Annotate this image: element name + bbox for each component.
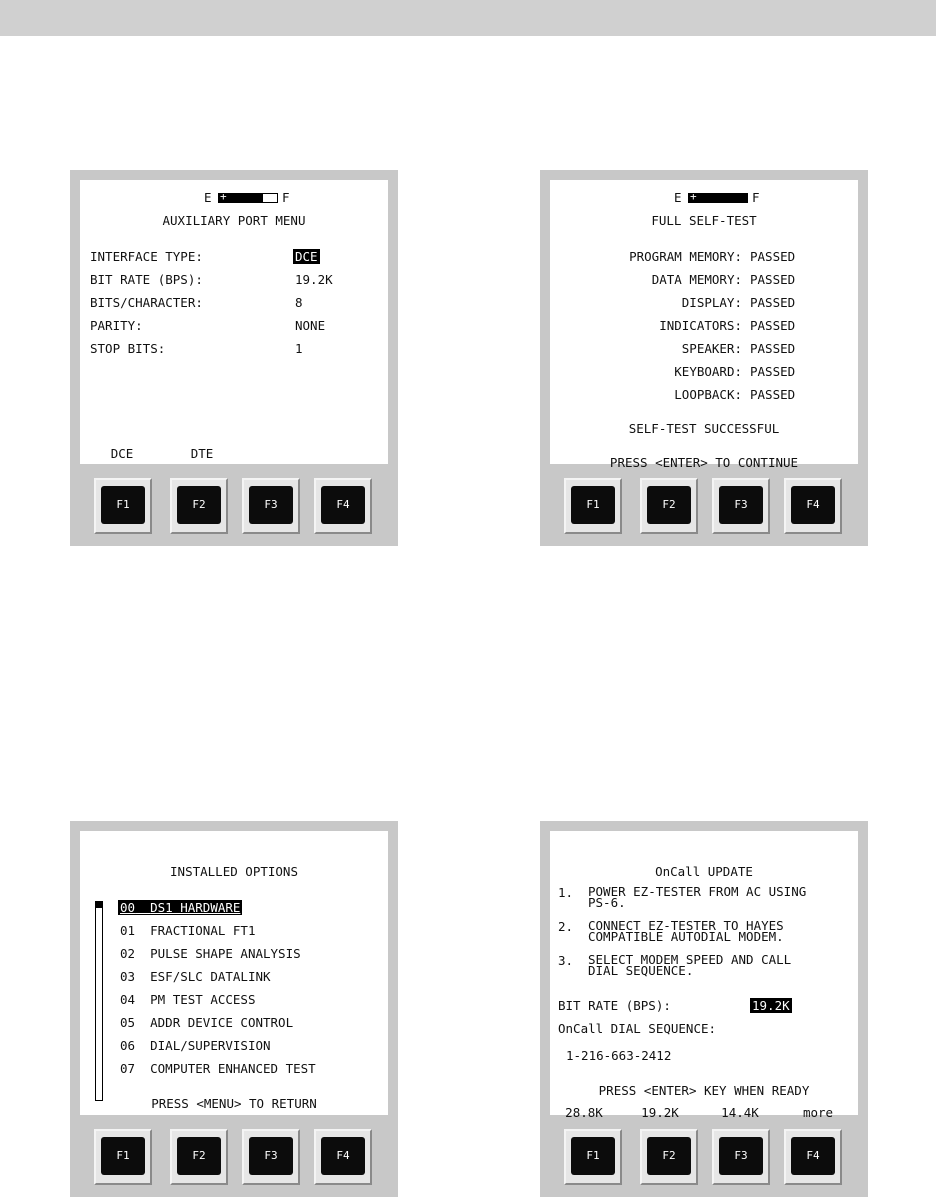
interface-type-value[interactable]: DCE xyxy=(295,249,318,264)
dial-sequence-label: OnCall DIAL SEQUENCE: xyxy=(558,1021,717,1036)
step-number: 3. xyxy=(558,953,574,968)
test-result: PASSED xyxy=(750,364,796,379)
lcd-screen xyxy=(80,180,388,464)
f1-key-label: F1 xyxy=(571,1137,615,1175)
f3-key-label: F3 xyxy=(249,1137,293,1175)
f4-key-label: F4 xyxy=(791,1137,835,1175)
softkey-label-f4: more xyxy=(802,1105,834,1120)
test-label: LOOPBACK: xyxy=(674,387,742,402)
test-label: DATA MEMORY: xyxy=(651,272,742,287)
battery-level-bar xyxy=(218,190,278,203)
battery-gauge xyxy=(550,190,858,204)
stop-bits-value: 1 xyxy=(295,341,303,356)
device-oncall-update xyxy=(540,821,868,1197)
f2-key-label: F2 xyxy=(647,1137,691,1175)
gauge-full-label: F xyxy=(752,190,760,205)
f1-key-label: F1 xyxy=(101,486,145,524)
test-result: PASSED xyxy=(750,387,796,402)
softkey-label-f2: DTE xyxy=(190,446,214,461)
row-label: INTERFACE TYPE: xyxy=(90,249,203,264)
f4-key[interactable] xyxy=(784,478,842,534)
f1-key[interactable] xyxy=(564,478,622,534)
lcd-screen xyxy=(550,180,858,470)
f3-key[interactable] xyxy=(712,1129,770,1185)
softkey-label-f3: 14.4K xyxy=(721,1105,759,1120)
test-result: PASSED xyxy=(750,272,796,287)
test-label: PROGRAM MEMORY: xyxy=(629,249,742,264)
step-number: 1. xyxy=(558,885,574,900)
f3-key-label: F3 xyxy=(249,486,293,524)
row-label: BITS/CHARACTER: xyxy=(90,295,203,310)
step-line: CONNECT EZ-TESTER TO HAYES xyxy=(588,918,784,933)
function-key-row xyxy=(70,1115,398,1197)
row-label: PARITY: xyxy=(90,318,143,333)
f4-key[interactable] xyxy=(784,1129,842,1185)
f4-key[interactable] xyxy=(314,1129,372,1185)
option-item[interactable]: 02 PULSE SHAPE ANALYSIS xyxy=(120,946,301,961)
softkey-label-f1: 28.8K xyxy=(565,1105,603,1120)
test-result: PASSED xyxy=(750,341,796,356)
f4-key-label: F4 xyxy=(321,1137,365,1175)
f3-key[interactable] xyxy=(712,478,770,534)
battery-level-fill xyxy=(689,194,747,202)
bit-rate-value: 19.2K xyxy=(295,272,333,287)
row-label: STOP BITS: xyxy=(90,341,166,356)
f1-key[interactable] xyxy=(564,1129,622,1185)
f2-key[interactable] xyxy=(640,478,698,534)
f4-key-label: F4 xyxy=(791,486,835,524)
f1-key-label: F1 xyxy=(101,1137,145,1175)
top-banner xyxy=(0,0,936,36)
screen-title: INSTALLED OPTIONS xyxy=(170,864,298,879)
test-result: PASSED xyxy=(750,295,796,310)
bit-rate-label: BIT RATE (BPS): xyxy=(558,998,671,1013)
f3-key-label: F3 xyxy=(719,486,763,524)
f2-key[interactable] xyxy=(170,478,228,534)
scroll-bar[interactable] xyxy=(95,901,103,1101)
option-item[interactable]: 01 FRACTIONAL FT1 xyxy=(120,923,256,938)
f3-key-label: F3 xyxy=(719,1137,763,1175)
plus-icon: + xyxy=(690,190,697,203)
bit-rate-value[interactable]: 19.2K xyxy=(752,998,790,1013)
test-result: PASSED xyxy=(750,318,796,333)
function-key-row xyxy=(540,1115,868,1197)
ready-prompt: PRESS <ENTER> KEY WHEN READY xyxy=(598,1083,810,1098)
battery-gauge xyxy=(80,190,388,204)
option-item[interactable]: 04 PM TEST ACCESS xyxy=(120,992,256,1007)
test-label: SPEAKER: xyxy=(681,341,742,356)
step-line: PS-6. xyxy=(588,895,626,910)
device-full-self-test xyxy=(540,170,868,546)
option-item[interactable]: 05 ADDR DEVICE CONTROL xyxy=(120,1015,294,1030)
step-line: DIAL SEQUENCE. xyxy=(588,963,694,978)
battery-level-bar xyxy=(688,190,748,203)
option-item[interactable]: 07 COMPUTER ENHANCED TEST xyxy=(120,1061,316,1076)
lcd-screen xyxy=(80,831,388,1115)
f2-key-label: F2 xyxy=(177,1137,221,1175)
dial-sequence-value: 1-216-663-2412 xyxy=(566,1048,672,1063)
plus-icon: + xyxy=(220,190,227,203)
test-label: INDICATORS: xyxy=(659,318,742,333)
test-label: KEYBOARD: xyxy=(674,364,742,379)
device-installed-options xyxy=(70,821,398,1197)
f2-key-label: F2 xyxy=(177,486,221,524)
step-line: POWER EZ-TESTER FROM AC USING xyxy=(588,884,807,899)
device-aux-port-menu xyxy=(70,170,398,546)
f2-key-label: F2 xyxy=(647,486,691,524)
f1-key[interactable] xyxy=(94,1129,152,1185)
gauge-empty-label: E xyxy=(204,190,212,205)
step-line: SELECT MODEM SPEED AND CALL xyxy=(588,952,792,967)
gauge-full-label: F xyxy=(282,190,290,205)
f2-key[interactable] xyxy=(170,1129,228,1185)
test-label: DISPLAY: xyxy=(681,295,742,310)
self-test-result: SELF-TEST SUCCESSFUL xyxy=(628,421,780,436)
return-prompt: PRESS <MENU> TO RETURN xyxy=(151,1096,317,1111)
function-key-row xyxy=(540,464,868,546)
bits-per-char-value: 8 xyxy=(295,295,303,310)
option-item[interactable]: 03 ESF/SLC DATALINK xyxy=(120,969,271,984)
f3-key[interactable] xyxy=(242,1129,300,1185)
f3-key[interactable] xyxy=(242,478,300,534)
continue-prompt: PRESS <ENTER> TO CONTINUE xyxy=(609,455,799,470)
screen-title: FULL SELF-TEST xyxy=(651,213,757,228)
f1-key[interactable] xyxy=(94,478,152,534)
screen-title: OnCall UPDATE xyxy=(655,864,753,879)
test-result: PASSED xyxy=(750,249,796,264)
step-number: 2. xyxy=(558,919,574,934)
screen-title: AUXILIARY PORT MENU xyxy=(162,213,306,228)
f4-key-label: F4 xyxy=(321,486,365,524)
row-label: BIT RATE (BPS): xyxy=(90,272,203,287)
parity-value: NONE xyxy=(295,318,326,333)
step-line: COMPATIBLE AUTODIAL MODEM. xyxy=(588,929,784,944)
scroll-thumb[interactable] xyxy=(96,902,102,908)
option-item[interactable]: 00 DS1 HARDWARE xyxy=(120,900,241,915)
softkey-label-f1: DCE xyxy=(110,446,134,461)
f2-key[interactable] xyxy=(640,1129,698,1185)
lcd-screen xyxy=(550,831,858,1120)
f4-key[interactable] xyxy=(314,478,372,534)
softkey-label-f2: 19.2K xyxy=(641,1105,679,1120)
gauge-empty-label: E xyxy=(674,190,682,205)
f1-key-label: F1 xyxy=(571,486,615,524)
function-key-row xyxy=(70,464,398,546)
option-item[interactable]: 06 DIAL/SUPERVISION xyxy=(120,1038,271,1053)
